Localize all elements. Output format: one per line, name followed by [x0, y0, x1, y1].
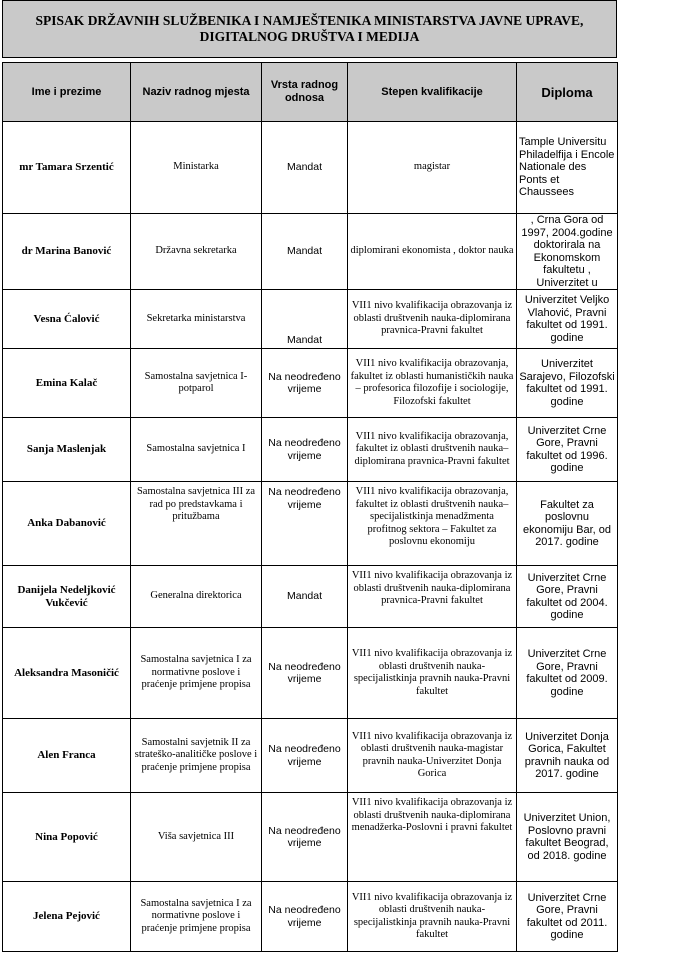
cell-position: Ministarka [131, 122, 262, 214]
cell-relation: Na neodređeno vrijeme [262, 719, 348, 793]
cell-name: Vesna Ćalović [3, 290, 131, 349]
staff-table [2, 62, 618, 952]
header-position: Naziv radnog mjesta [131, 63, 262, 122]
cell-qualification: VII1 nivo kvalifikacija obrazovanja iz oblasti društvenih nauka-diplomirana pravnica-Pravni fakultet [348, 566, 517, 628]
table-row [3, 566, 618, 628]
cell-diploma: , Crna Gora od 1997, 2004.godine doktorirala na Ekonomskom fakultetu , Univerzitet u [517, 214, 618, 290]
cell-relation: Mandat [262, 214, 348, 290]
cell-qualification: diplomirani ekonomista , doktor nauka [348, 214, 517, 290]
cell-diploma: Univerzitet Crne Gore, Pravni fakultet od 1996. godine [517, 418, 618, 482]
header-relation: Vrsta radnog odnosa [262, 63, 348, 122]
document-page [2, 0, 619, 952]
cell-name: Nina Popović [3, 793, 131, 882]
cell-name: Sanja Maslenjak [3, 418, 131, 482]
cell-name: mr Tamara Srzentić [3, 122, 131, 214]
cell-name: dr Marina Banović [3, 214, 131, 290]
table-row [3, 214, 618, 290]
cell-qualification: magistar [348, 122, 517, 214]
cell-relation: Na neodređeno vrijeme [262, 628, 348, 719]
cell-relation: Na neodređeno vrijeme [262, 349, 348, 418]
cell-diploma: Univerzitet Sarajevo, Filozofski fakultet od 1991. godine [517, 349, 618, 418]
cell-relation: Mandat [262, 122, 348, 214]
header-qualification: Stepen kvalifikacije [348, 63, 517, 122]
cell-qualification: VII1 nivo kvalifikacija obrazovanja iz oblasti društvenih nauka-specijalistkinja pravnih nauka-Pravni fakultet [348, 882, 517, 952]
cell-relation: Na neodređeno vrijeme [262, 793, 348, 882]
document-title: SPISAK DRŽAVNIH SLUŽBENIKA I NAMJEŠTENIKA MINISTARSTVA JAVNE UPRAVE, DIGITALNOG DRUŠTVA I MEDIJA [2, 0, 617, 58]
cell-name: Anka Dabanović [3, 482, 131, 566]
cell-relation: Mandat [262, 566, 348, 628]
header-name: Ime i prezime [3, 63, 131, 122]
cell-relation: Mandat [262, 290, 348, 349]
cell-name: Alen Franca [3, 719, 131, 793]
cell-position: Državna sekretarka [131, 214, 262, 290]
cell-name: Jelena Pejović [3, 882, 131, 952]
cell-relation: Na neodređeno vrijeme [262, 882, 348, 952]
cell-diploma: Univerzitet Crne Gore, Pravni fakultet od 2011. godine [517, 882, 618, 952]
table-row [3, 418, 618, 482]
cell-diploma: Tample Universitu Philadelfija i Encole Nationale des Ponts et Chaussees [517, 122, 618, 214]
cell-position: Samostalni savjetnik II za strateško-analitičke poslove i praćenje primjene propisa [131, 719, 262, 793]
cell-relation: Na neodređeno vrijeme [262, 418, 348, 482]
table-row [3, 719, 618, 793]
cell-position: Samostalna savjetnica I [131, 418, 262, 482]
table-row [3, 793, 618, 882]
table-header-row [3, 63, 618, 122]
cell-name: Aleksandra Masoničić [3, 628, 131, 719]
cell-position: Samostalna savjetnica I za normativne poslove i praćenje primjene propisa [131, 882, 262, 952]
cell-position: Generalna direktorica [131, 566, 262, 628]
cell-qualification: VII1 nivo kvalifikacija obrazovanja iz oblasti društvenih nauka-magistar pravnih nauka-Univerzitet Donja Gorica [348, 719, 517, 793]
cell-qualification: VII1 nivo kvalifikacija obrazovanja, fakultet iz oblasti društvenih nauka–diplomirana pravnica-Pravni fakultet [348, 418, 517, 482]
cell-diploma: Univerzitet Crne Gore, Pravni fakultet od 2004. godine [517, 566, 618, 628]
cell-diploma: Univerzitet Veljko Vlahović, Pravni fakultet od 1991. godine [517, 290, 618, 349]
cell-position: Samostalna savjetnica I za normativne poslove i praćenje primjene propisa [131, 628, 262, 719]
table-row [3, 122, 618, 214]
cell-qualification: VII1 nivo kvalifikacija obrazovanja iz oblasti društvenih nauka-diplomirana menadžerka-Poslovni i pravni fakultet [348, 793, 517, 882]
cell-diploma: Univerzitet Union, Poslovno pravni fakultet Beograd, od 2018. godine [517, 793, 618, 882]
cell-name: Emina Kalač [3, 349, 131, 418]
cell-qualification: VII1 nivo kvalifikacija obrazovanja, fakultet iz oblasti humanističkih nauka – profesorica filozofije i sociologije, Filozofski fakultet [348, 349, 517, 418]
header-diploma: Diploma [517, 63, 618, 122]
cell-position: Sekretarka ministarstva [131, 290, 262, 349]
table-row [3, 349, 618, 418]
cell-qualification: VII1 nivo kvalifikacija obrazovanja, fakultet iz oblasti društvenih nauka–specijalistkinja menadžmenta profitnog sektora – Fakultet za poslovnu ekonomiju [348, 482, 517, 566]
cell-position: Samostalna savjetnica I-potparol [131, 349, 262, 418]
table-row [3, 628, 618, 719]
table-row [3, 482, 618, 566]
cell-position: Samostalna savjetnica III za rad po predstavkama i pritužbama [131, 482, 262, 566]
table-row [3, 882, 618, 952]
cell-diploma: Univerzitet Crne Gore, Pravni fakultet od 2009. godine [517, 628, 618, 719]
cell-diploma: Fakultet za poslovnu ekonomiju Bar, od 2017. godine [517, 482, 618, 566]
cell-qualification: VII1 nivo kvalifikacija obrazovanja iz oblasti društvenih nauka-diplomirana pravnica-Pravni fakultet [348, 290, 517, 349]
cell-relation: Na neodređeno vrijeme [262, 482, 348, 566]
table-row [3, 290, 618, 349]
cell-qualification: VII1 nivo kvalifikacija obrazovanja iz oblasti društvenih nauka-specijalistkinja pravnih nauka-Pravni fakultet [348, 628, 517, 719]
cell-name: Danijela Nedeljković Vukčević [3, 566, 131, 628]
cell-diploma: Univerzitet Donja Gorica, Fakultet pravnih nauka od 2017. godine [517, 719, 618, 793]
cell-position: Viša savjetnica III [131, 793, 262, 882]
